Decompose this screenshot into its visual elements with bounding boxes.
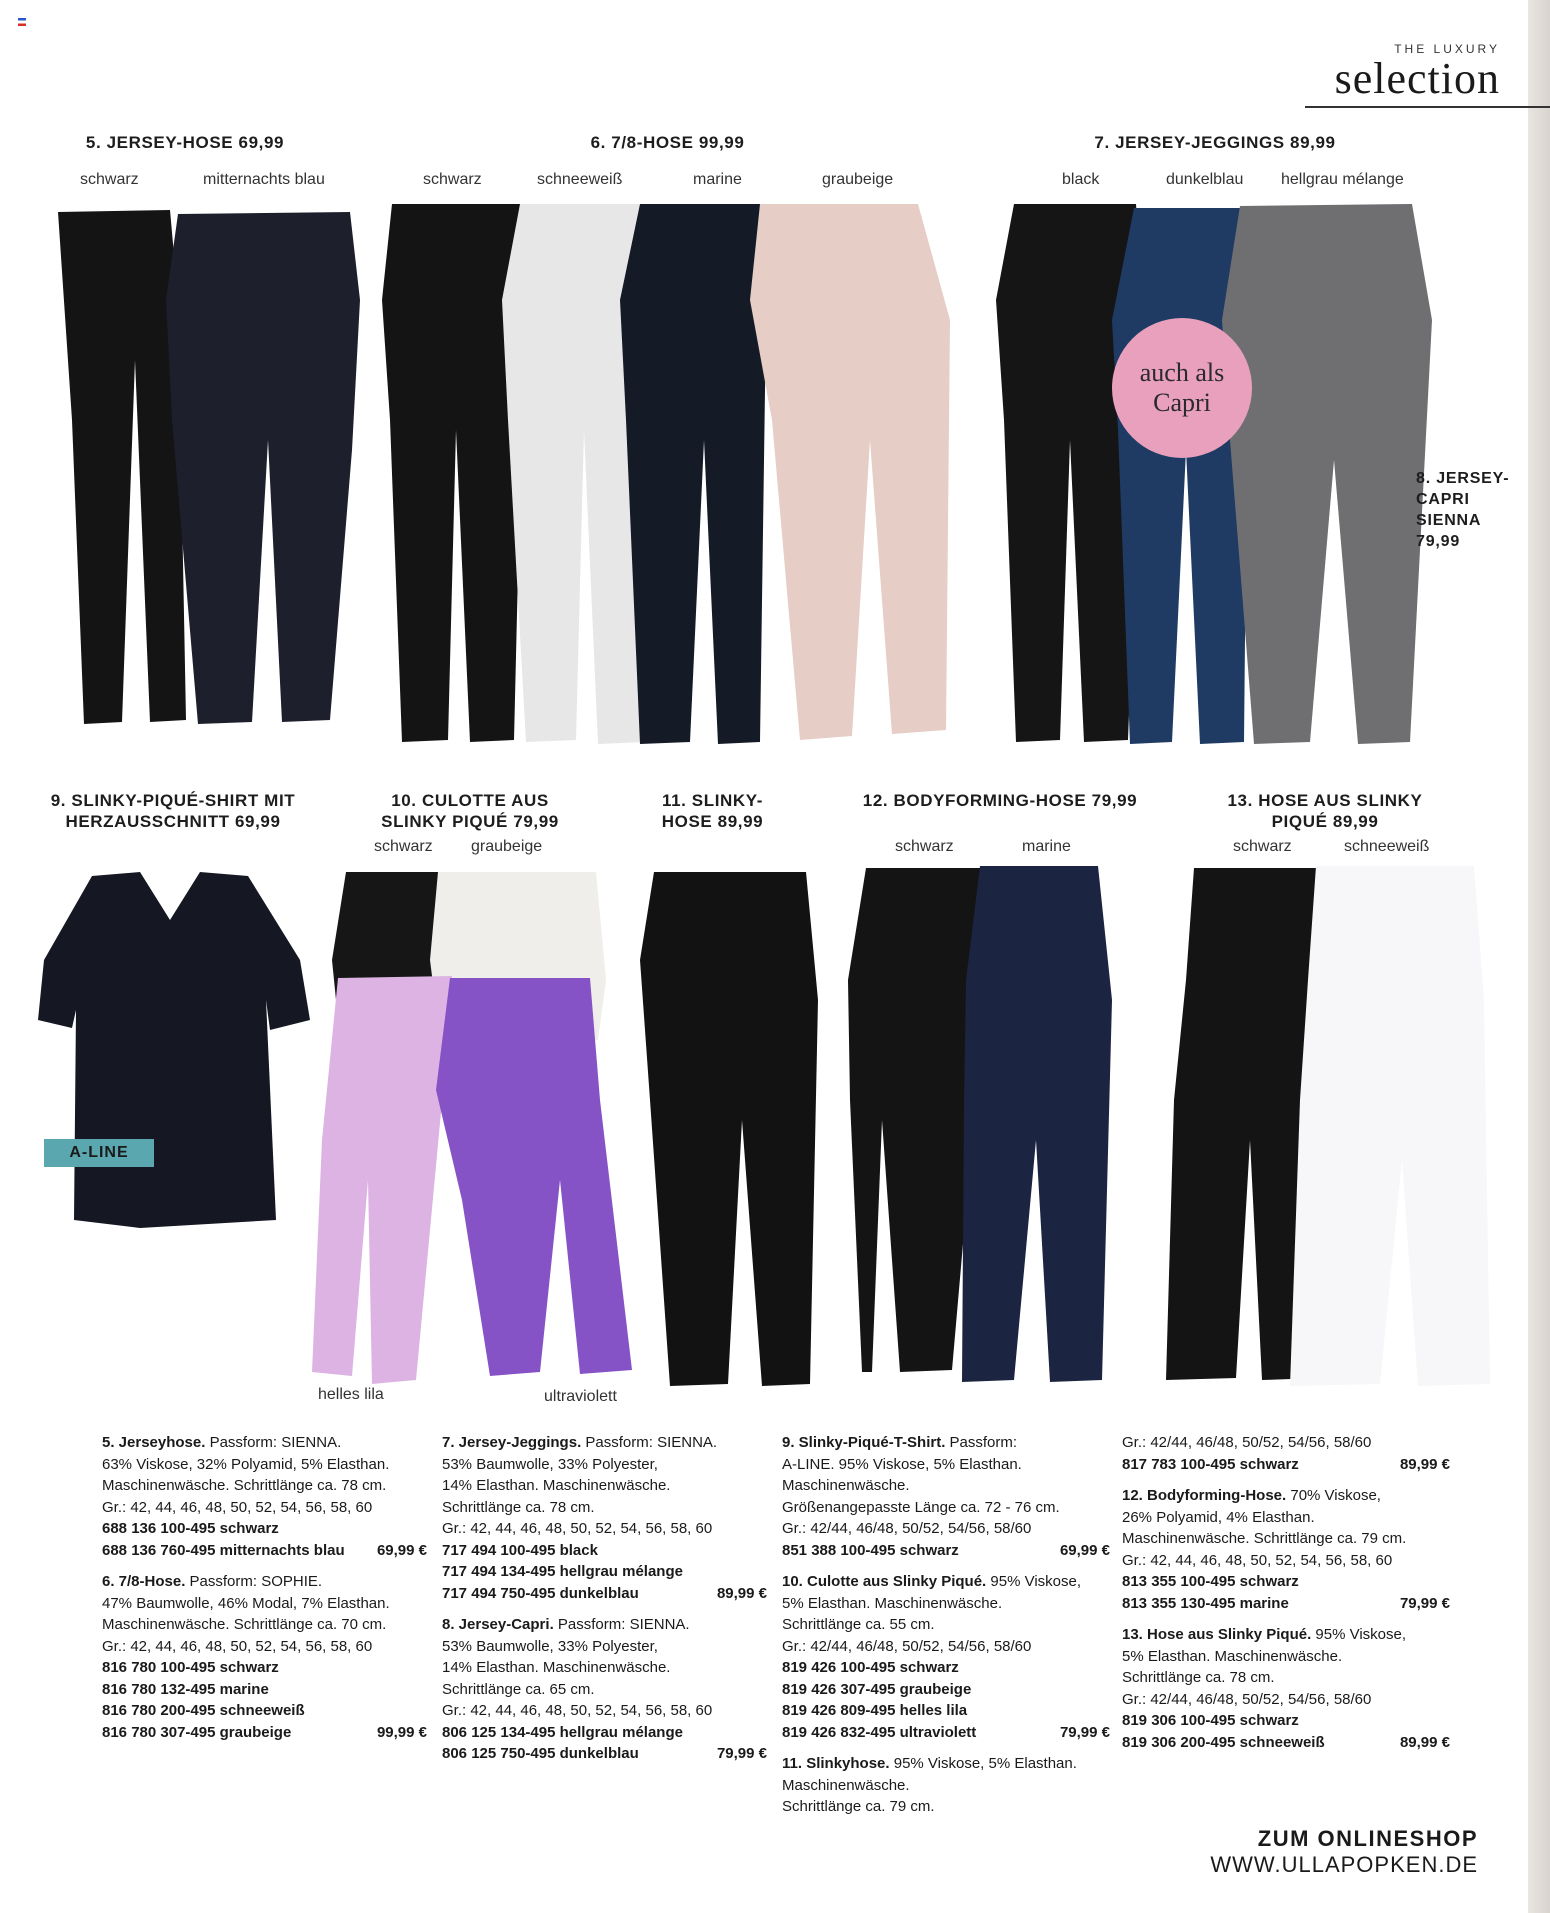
color-label: mitternachts blau [203,171,325,188]
desc-heading: 10. Culotte aus Slinky Piqué. [782,1573,987,1590]
color-label: schneeweiß [1344,838,1430,855]
brand-title: selection [1334,54,1500,103]
trousers-image-11 [640,872,818,1386]
price: 69,99 € [1059,1541,1110,1559]
price: 79,99 € [716,1745,767,1762]
product-title-7: 7. JERSEY-JEGGINGS 89,99 [1094,133,1336,152]
article-number: 819 306 200-495 schneeweiß [1122,1733,1325,1751]
desc-text: Gr.: 42, 44, 46, 48, 50, 52, 54, 56, 58, 60 [102,1637,373,1655]
desc-text: Passform: [945,1434,1018,1451]
color-label: marine [693,171,742,188]
color-caption: ultraviolett [544,1388,617,1405]
trousers-image-12-marine [962,866,1112,1382]
tshirt-image-9 [38,872,310,1228]
article-number: 813 355 130-495 marine [1122,1594,1289,1612]
desc-text: Schrittlänge ca. 65 cm. [442,1680,595,1698]
desc-text: 95% Viskose, [986,1573,1082,1590]
title-line: SLINKY PIQUÉ 79,99 [381,812,559,831]
desc-text: Schrittlänge ca. 79 cm. [782,1798,935,1815]
article-number: 817 783 100-495 schwarz [1122,1455,1299,1473]
onlineshop-url[interactable]: WWW.ULLAPOPKEN.DE [1210,1852,1478,1877]
product-title-12: 12. BODYFORMING-HOSE 79,99 [862,791,1138,810]
description-column-4 [1122,1432,1450,1753]
desc-text: 5% Elasthan. Maschinenwäsche. [1122,1647,1343,1665]
desc-text: 53% Baumwolle, 33% Polyester, [442,1637,658,1655]
color-label: schwarz [374,838,433,855]
article-number: 813 355 100-495 schwarz [1122,1573,1299,1590]
color-label: dunkelblau [1166,171,1244,188]
desc-text: 26% Polyamid, 4% Elasthan. [1122,1508,1315,1526]
article-number: 717 494 100-495 black [442,1541,598,1559]
article-number: 806 125 134-495 hellgrau mélange [442,1723,683,1741]
desc-heading: 5. Jerseyhose. [102,1434,206,1451]
article-number: 819 306 100-495 schwarz [1122,1712,1299,1729]
color-caption: helles lila [318,1386,384,1403]
desc-text: Gr.: 42, 44, 46, 48, 50, 52, 54, 56, 58, 60 [1122,1551,1393,1569]
desc-text: Schrittlänge ca. 78 cm. [1122,1669,1275,1686]
title-line: HERZAUSSCHNITT 69,99 [65,812,281,831]
desc-heading: 9. Slinky-Piqué-T-Shirt. [782,1434,946,1451]
desc-heading: 13. Hose aus Slinky Piqué. [1122,1626,1312,1643]
desc-text: Gr.: 42, 44, 46, 48, 50, 52, 54, 56, 58, 60 [442,1520,713,1537]
title-line: CAPRI [1416,491,1470,508]
color-label: schneeweiß [537,171,623,188]
article-number: 851 388 100-495 schwarz [782,1541,959,1559]
color-label: hellgrau mélange [1281,171,1404,188]
article-number: 806 125 750-495 dunkelblau [442,1745,639,1762]
desc-text: 95% Viskose, [1311,1626,1407,1643]
desc-text: A-LINE. 95% Viskose, 5% Elasthan. [782,1455,1022,1473]
badge-line: auch als [1139,358,1225,387]
badge-line: Capri [1153,388,1211,417]
price: 79,99 € [1399,1594,1450,1612]
desc-heading: 12. Bodyforming-Hose. [1122,1487,1287,1504]
desc-text: Passform: SOPHIE. [185,1573,323,1590]
desc-text: Schrittlänge ca. 55 cm. [782,1616,935,1633]
price: 89,99 € [716,1584,767,1602]
article-number: 819 426 307-495 graubeige [782,1680,972,1698]
desc-text: Gr.: 42/44, 46/48, 50/52, 54/56, 58/60 [1122,1434,1372,1451]
desc-text: 95% Viskose, 5% Elasthan. [889,1755,1077,1772]
price: 69,99 € [376,1541,427,1559]
desc-text: Gr.: 42, 44, 46, 48, 50, 52, 54, 56, 58, 60 [102,1498,373,1516]
color-label: schwarz [80,171,139,188]
title-line: 10. CULOTTE AUS [391,791,549,810]
culotte-image-10-ultraviolett [436,978,632,1376]
desc-heading: 6. 7/8-Hose. [102,1573,186,1590]
desc-text: Größenangepasste Länge ca. 72 - 76 cm. [782,1498,1060,1516]
desc-text: Passform: SIENNA. [581,1434,718,1451]
color-label: schwarz [895,838,954,855]
title-line: HOSE 89,99 [661,812,764,831]
color-label: graubeige [471,838,543,855]
desc-text: Gr.: 42/44, 46/48, 50/52, 54/56, 58/60 [782,1520,1032,1537]
desc-text: 63% Viskose, 32% Polyamid, 5% Elasthan. [102,1455,390,1473]
trousers-image-13-schneeweiss [1290,866,1490,1386]
color-label: marine [1022,838,1071,855]
product-title-5: 5. JERSEY-HOSE 69,99 [85,133,285,152]
description-column-3 [782,1432,1110,1818]
article-number: 819 426 832-495 ultraviolett [782,1723,977,1741]
article-number: 816 780 307-495 graubeige [102,1723,292,1741]
description-column-2 [442,1432,767,1765]
title-line: SIENNA [1416,512,1482,529]
desc-text: Gr.: 42/44, 46/48, 50/52, 54/56, 58/60 [782,1637,1032,1655]
desc-text: Gr.: 42/44, 46/48, 50/52, 54/56, 58/60 [1122,1690,1372,1708]
color-label: schwarz [1233,838,1292,855]
color-label: schwarz [423,171,482,188]
desc-text: 5% Elasthan. Maschinenwäsche. [782,1594,1003,1612]
desc-heading: 11. Slinkyhose. [782,1755,890,1772]
desc-text: Maschinenwäsche. Schrittlänge ca. 79 cm. [1122,1530,1407,1547]
article-number: 816 780 132-495 marine [102,1680,269,1698]
product-title-6: 6. 7/8-HOSE 99,99 [590,133,745,152]
price: 89,99 € [1399,1733,1450,1751]
desc-text: 70% Viskose, [1286,1487,1381,1504]
desc-text: Schrittlänge ca. 78 cm. [442,1498,595,1516]
price: 79,99 € [1059,1723,1110,1741]
desc-text: 14% Elasthan. Maschinenwäsche. [442,1477,671,1494]
article-number: 816 780 100-495 schwarz [102,1659,279,1676]
title-line: 79,99 [1416,533,1461,550]
desc-text: Maschinenwäsche. Schrittlänge ca. 70 cm. [102,1616,387,1633]
desc-text: Gr.: 42, 44, 46, 48, 50, 52, 54, 56, 58, 60 [442,1702,713,1719]
onlineshop-heading: ZUM ONLINESHOP [1257,1826,1478,1851]
color-label: black [1062,171,1100,188]
desc-text: 47% Baumwolle, 46% Modal, 7% Elasthan. [102,1594,390,1612]
description-column-1 [102,1432,427,1743]
desc-heading: 7. Jersey-Jeggings. [442,1434,582,1451]
article-number: 717 494 750-495 dunkelblau [442,1584,639,1602]
desc-heading: 8. Jersey-Capri. [442,1616,554,1633]
color-label: graubeige [822,171,894,188]
article-number: 816 780 200-495 schneeweiß [102,1702,305,1719]
article-number: 688 136 760-495 mitternachts blau [102,1541,345,1559]
title-line: 13. HOSE AUS SLINKY [1227,791,1423,810]
desc-text: Maschinenwäsche. [782,1776,910,1794]
desc-text: Passform: SIENNA. [553,1616,690,1633]
article-number: 717 494 134-495 hellgrau mélange [442,1563,683,1580]
price: 99,99 € [376,1723,427,1741]
culotte-image-10-helles-lila [312,976,452,1384]
desc-text: Passform: SIENNA. [205,1434,342,1451]
desc-text: Maschinenwäsche. Schrittlänge ca. 78 cm. [102,1477,387,1494]
title-line: 9. SLINKY-PIQUÉ-SHIRT MIT [50,791,296,810]
desc-text: 53% Baumwolle, 33% Polyester, [442,1455,658,1473]
article-number: 819 426 100-495 schwarz [782,1659,959,1676]
title-line: 8. JERSEY- [1416,470,1510,487]
title-line: 11. SLINKY- [661,791,764,810]
article-number: 688 136 100-495 schwarz [102,1520,279,1537]
fit-badge-aline: A-LINE [44,1139,154,1167]
price: 89,99 € [1399,1455,1450,1473]
onlineshop-link[interactable] [1210,1826,1478,1878]
brand-kicker: THE LUXURY [1394,42,1500,56]
desc-text: 14% Elasthan. Maschinenwäsche. [442,1659,671,1676]
article-number: 819 426 809-495 helles lila [782,1702,968,1719]
title-line: PIQUÉ 89,99 [1271,812,1379,831]
desc-text: Maschinenwäsche. [782,1477,910,1494]
